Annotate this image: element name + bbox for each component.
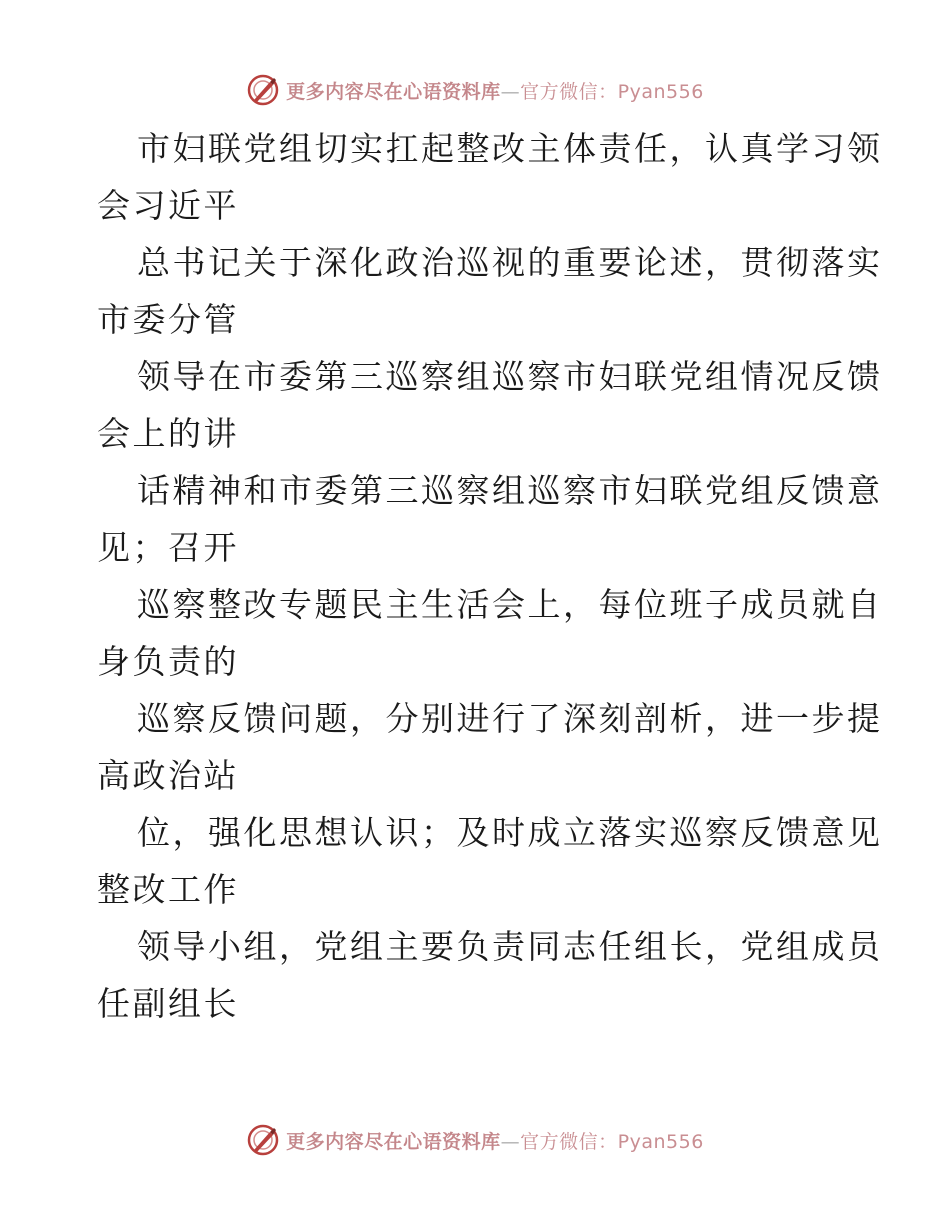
paragraph-line: 市委分管 bbox=[97, 300, 239, 339]
paragraph-line: 市妇联党组切实扛起整改主体责任，认真学习领 bbox=[137, 129, 883, 168]
paragraph-8 bbox=[97, 918, 883, 1032]
paragraph-line: 领导小组，党组主要负责同志任组长，党组成员 bbox=[137, 927, 883, 966]
paragraph-7 bbox=[97, 804, 883, 918]
paragraph-line: 话精神和市委第三巡察组巡察市妇联党组反馈意 bbox=[137, 471, 883, 510]
paragraph-line: 身负责的 bbox=[97, 642, 239, 681]
paragraph-line: 会上的讲 bbox=[97, 414, 239, 453]
paragraph-3 bbox=[97, 348, 883, 462]
paragraph-line: 见；召开 bbox=[97, 528, 239, 567]
paragraph-4 bbox=[97, 462, 883, 576]
document-body bbox=[97, 120, 883, 1032]
footer-separator: — bbox=[500, 1130, 521, 1153]
paragraph-line: 任副组长 bbox=[97, 984, 239, 1023]
header-wechat: 官方微信：Pyan556 bbox=[520, 80, 704, 103]
paragraph-line: 会习近平 bbox=[97, 186, 239, 225]
pen-logo-icon bbox=[246, 73, 280, 107]
paragraph-2 bbox=[97, 234, 883, 348]
paragraph-6 bbox=[97, 690, 883, 804]
header-banner bbox=[0, 70, 950, 110]
header-banner-text bbox=[286, 77, 704, 104]
paragraph-line: 位，强化思想认识；及时成立落实巡察反馈意见 bbox=[137, 813, 883, 852]
paragraph-line: 领导在市委第三巡察组巡察市妇联党组情况反馈 bbox=[137, 357, 883, 396]
paragraph-line: 巡察反馈问题，分别进行了深刻剖析，进一步提 bbox=[137, 699, 883, 738]
footer-site-name: 更多内容尽在心语资料库 bbox=[286, 1130, 501, 1153]
footer-banner-text bbox=[286, 1127, 704, 1154]
header-site-name: 更多内容尽在心语资料库 bbox=[286, 80, 501, 103]
paragraph-1 bbox=[97, 120, 883, 234]
paragraph-5 bbox=[97, 576, 883, 690]
footer-banner bbox=[0, 1120, 950, 1160]
paragraph-line: 总书记关于深化政治巡视的重要论述，贯彻落实 bbox=[137, 243, 883, 282]
paragraph-line: 整改工作 bbox=[97, 870, 239, 909]
footer-wechat: 官方微信：Pyan556 bbox=[520, 1130, 704, 1153]
paragraph-line: 高政治站 bbox=[97, 756, 239, 795]
header-separator: — bbox=[500, 80, 521, 103]
pen-logo-icon bbox=[246, 1123, 280, 1157]
paragraph-line: 巡察整改专题民主生活会上，每位班子成员就自 bbox=[137, 585, 883, 624]
